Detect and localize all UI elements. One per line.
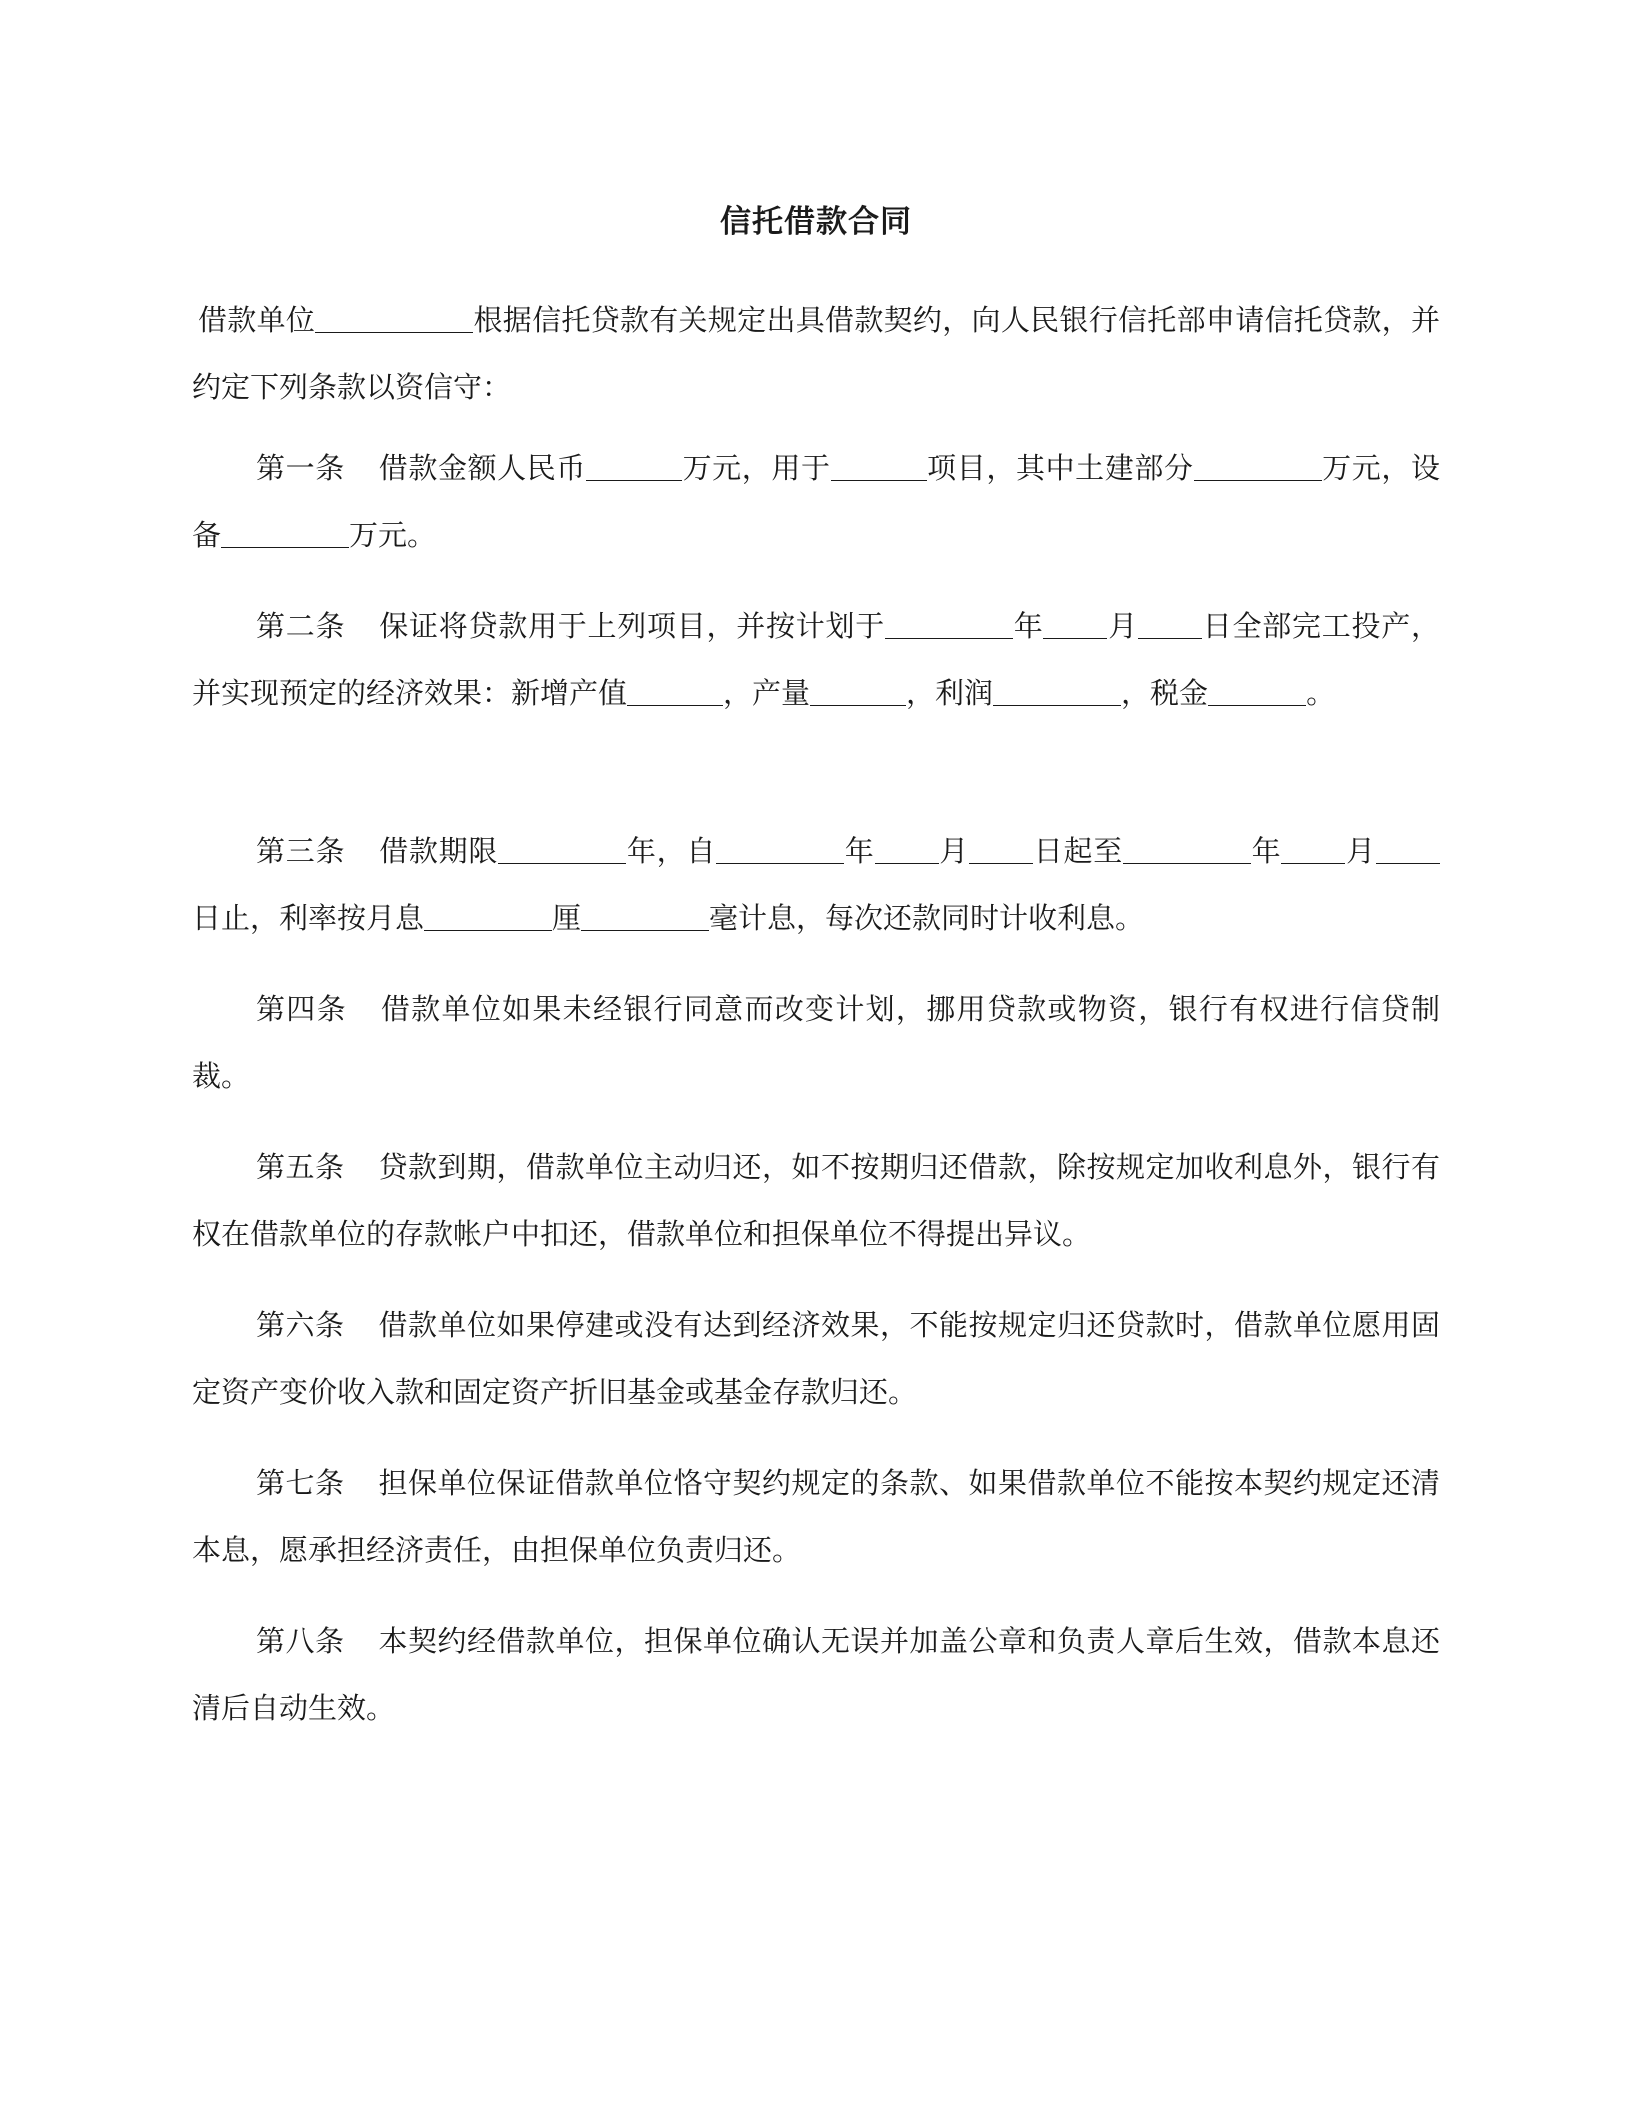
equipment-amount-blank [221, 518, 349, 548]
start-day-blank [969, 834, 1033, 864]
start-month-blank [875, 834, 939, 864]
article-7-heading: 第七条 [256, 1466, 345, 1500]
article-8 [192, 1608, 1440, 1742]
article-1-text: 万元，设备 [192, 451, 1440, 552]
term-years-blank [498, 834, 626, 864]
article-3-text: 月 [938, 834, 970, 868]
article-3-text: 厘 [552, 901, 582, 935]
intro-text-a: 借款单位 [198, 303, 316, 337]
production-blank [810, 676, 906, 706]
article-2-text: ，税金 [1121, 676, 1209, 710]
intro-paragraph [192, 287, 1440, 421]
article-3-text: 年 [844, 834, 875, 868]
end-day-blank [1376, 834, 1440, 864]
rate-hao-blank [581, 901, 709, 931]
article-1-heading: 第一条 [256, 451, 345, 485]
article-1 [192, 435, 1440, 569]
article-3-text: 借款期限 [379, 834, 499, 868]
article-3-text: 月 [1345, 834, 1376, 868]
article-3-text: 日起至 [1033, 834, 1123, 868]
article-7 [192, 1450, 1440, 1584]
document-title: 信托借款合同 [720, 204, 912, 240]
article-6-text: 借款单位如果停建或没有达到经济效果，不能按规定归还贷款时，借款单位愿用固定资产变价收入款和固定资产折旧基金或基金存款归还。 [192, 1308, 1440, 1409]
article-2 [192, 593, 1440, 727]
end-year-blank [1123, 834, 1251, 864]
article-4-heading: 第四条 [256, 992, 347, 1026]
article-2-text: 。 [1306, 676, 1336, 710]
article-4-text: 借款单位如果未经银行同意而改变计划，挪用贷款或物资，银行有权进行信贷制裁。 [192, 992, 1440, 1093]
article-3-text: 年，自 [626, 834, 717, 868]
article-6 [192, 1292, 1440, 1426]
article-5 [192, 1134, 1440, 1268]
article-1-text: 项目，其中土建部分 [926, 451, 1194, 485]
article-2-text: 日全部完工投产，并实现预定的经济效果：新增产值 [192, 609, 1440, 710]
article-8-heading: 第八条 [256, 1624, 345, 1658]
completion-year-blank [885, 609, 1013, 639]
article-1-text: 万元。 [349, 518, 437, 552]
article-3-text: 日止，利率按月息 [192, 901, 425, 935]
civil-works-amount-blank [1194, 451, 1322, 481]
start-year-blank [716, 834, 844, 864]
project-name-blank [831, 451, 927, 481]
article-3-text: 毫计息，每次还款同时计收利息。 [709, 901, 1145, 935]
article-2-text: ，产量 [723, 676, 811, 710]
article-1-text: 借款金额人民币 [378, 451, 586, 485]
profit-blank [993, 676, 1121, 706]
article-2-text: 月 [1107, 609, 1138, 643]
article-6-heading: 第六条 [256, 1308, 345, 1342]
article-3-heading: 第三条 [256, 834, 346, 868]
article-1-text: 万元，用于 [681, 451, 831, 485]
article-3-text: 年 [1250, 834, 1282, 868]
article-7-text: 担保单位保证借款单位恪守契约规定的条款、如果借款单位不能按本契约规定还清本息，愿承担经济责任，由担保单位负责归还。 [192, 1466, 1440, 1567]
article-2-text: 保证将贷款用于上列项目，并按计划于 [379, 609, 885, 643]
borrower-name-blank [315, 303, 473, 333]
completion-month-blank [1043, 609, 1107, 639]
output-value-blank [627, 676, 723, 706]
tax-blank [1208, 676, 1244, 706]
article-5-heading: 第五条 [256, 1150, 345, 1184]
rate-li-blank [424, 901, 552, 931]
tax-blank-continued [1244, 676, 1306, 706]
article-3 [192, 818, 1440, 952]
intro-text-b: 根据信托贷款有关规定出具借款契约，向人民银行信托部申请信托贷款，并约定下列条款以资信守： [192, 303, 1440, 404]
article-2-text: ，利润 [906, 676, 994, 710]
end-month-blank [1281, 834, 1345, 864]
article-5-text: 贷款到期，借款单位主动归还，如不按期归还借款，除按规定加收利息外，银行有权在借款单位的存款帐户中扣还，借款单位和担保单位不得提出异议。 [192, 1150, 1440, 1251]
article-4 [192, 976, 1440, 1110]
loan-amount-blank [586, 451, 682, 481]
article-8-text: 本契约经借款单位，担保单位确认无误并加盖公章和负责人章后生效，借款本息还清后自动生效。 [192, 1624, 1440, 1725]
article-2-heading: 第二条 [256, 609, 346, 643]
article-2-text: 年 [1012, 609, 1044, 643]
completion-day-blank [1138, 609, 1202, 639]
